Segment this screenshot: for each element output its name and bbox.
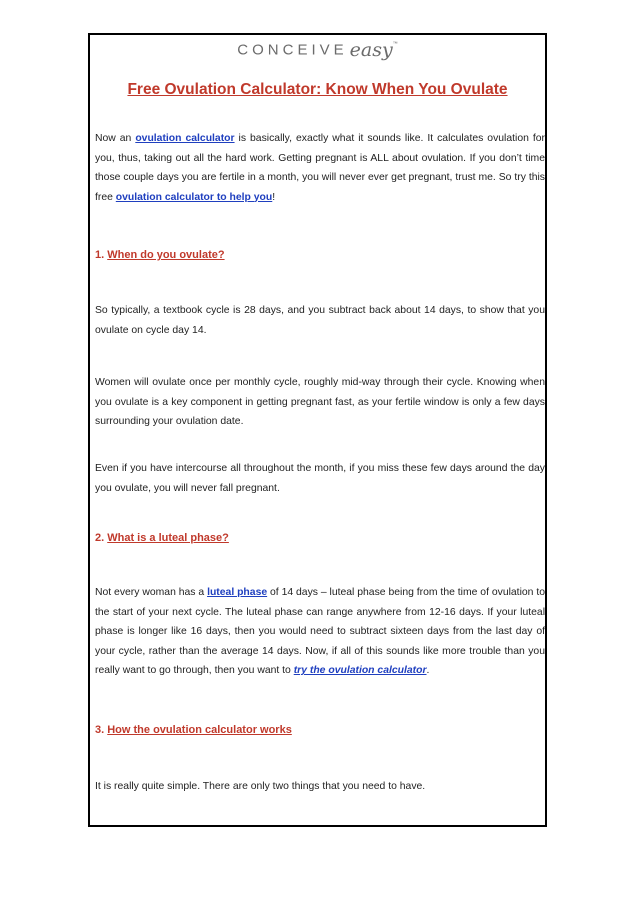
section-3-heading — [95, 724, 292, 736]
intro-text-1: Now an — [95, 133, 136, 144]
ovulation-calculator-link[interactable]: ovulation calculator — [135, 133, 235, 144]
logo-trademark: ™ — [392, 41, 398, 47]
luteal-text-2: of 14 days – luteal phase being from the time of ovulation to the start of your next cycle. The luteal phase can range anywhere from 12-16 days. If your luteal phase is longer like 16 days, then you would need to subtract sixteen days from the last day of your cycle, rather than the average 14 days. Now, if all of this sounds like more trouble than you really want to go through, then you want to — [95, 587, 545, 676]
section-1-number: 1. — [95, 249, 108, 261]
section-1-paragraph-2: Women will ovulate once per monthly cycle, roughly mid-way through their cycle. Knowing when you ovulate is a key component in getting pregnant fast, as your fertile window is only a few days surrounding your ovulation date. — [95, 377, 545, 427]
section-1-heading — [95, 249, 225, 261]
page-title: Free Ovulation Calculator: Know When You Ovulate — [127, 81, 508, 98]
brand-logo[interactable] — [90, 39, 545, 61]
page-frame — [88, 33, 547, 827]
intro-text-3: ! — [272, 191, 276, 203]
section-2-heading-text[interactable]: What is a luteal phase? — [107, 532, 229, 544]
logo-word-easy: easy — [349, 39, 393, 61]
section-1-heading-text[interactable]: When do you ovulate? — [107, 249, 225, 261]
section-2-number: 2. — [95, 532, 108, 544]
ovulation-calculator-help-link[interactable]: ovulation calculator to help you — [115, 191, 273, 203]
luteal-text-3: . — [426, 665, 430, 676]
section-3-number: 3. — [95, 724, 108, 736]
try-ovulation-calculator-link[interactable]: try the ovulation calculator — [293, 665, 427, 676]
section-2-paragraph-1 — [95, 583, 545, 681]
section-3-heading-text[interactable]: How the ovulation calculator works — [107, 724, 292, 736]
section-2-heading — [95, 532, 229, 544]
intro-paragraph — [95, 129, 545, 207]
logo-word-conceive: CONCEIVE — [237, 41, 348, 59]
intro-text-2: is basically, exactly what it sounds like. It calculates ovulation for you, thus, taking out all the hard work. Getting pregnant is ALL about ovulation. If you don’t time those couple days you are fertile in a month, you will never ever get pregnant, trust me. So try this free — [95, 133, 545, 203]
section-1-paragraph-3: Even if you have intercourse all throughout the month, if you miss these few days around the day you ovulate, you will never fall pregnant. — [95, 463, 545, 494]
luteal-text-1: Not every woman has a — [95, 587, 208, 598]
luteal-phase-link[interactable]: luteal phase — [207, 587, 268, 598]
section-3-paragraph-1: It is really quite simple. There are only two things that you need to have. — [95, 781, 426, 792]
section-1-paragraph-1: So typically, a textbook cycle is 28 days, and you subtract back about 14 days, to show that you ovulate on cycle day 14. — [95, 305, 545, 336]
